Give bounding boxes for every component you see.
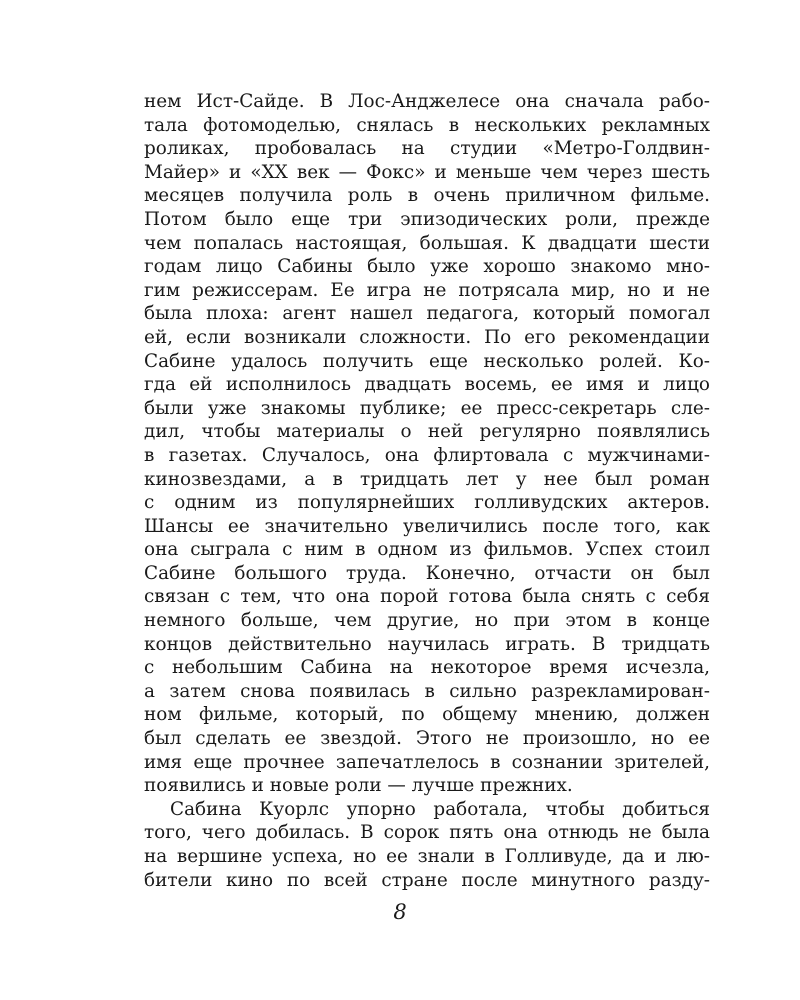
text-line: имя еще прочнее запечатлелось в сознании зрителей, <box>144 751 710 773</box>
text-line: гим режиссерам. Ее игра не потрясала мир, но и не <box>144 279 710 301</box>
text-line: Сабине удалось получить еще несколько ролей. Ко- <box>144 350 710 372</box>
text-line: ей, если возникали сложности. По его рекомендации <box>144 326 710 348</box>
text-line: Потом было еще три эпизодических роли, прежде <box>144 208 710 230</box>
paragraph-end-line: появились и новые роли — лучше прежних. <box>144 775 573 797</box>
text-line: связан с тем, что она порой готова была снять с себя <box>144 586 710 608</box>
text-line: нем Ист-Сайде. В Лос-Анджелесе она сначала рабо- <box>144 91 710 112</box>
text-line: того, чего добилась. В сорок пять она отнюдь не была <box>144 822 710 844</box>
text-line: тала фотомоделью, снялась в нескольких рекламных <box>144 114 710 136</box>
text-line: а затем снова появилась в сильно разрекламирован- <box>144 680 710 702</box>
text-line: Сабине большого труда. Конечно, отчасти он был <box>144 562 710 584</box>
text-line: кинозвездами, а в тридцать лет у нее был роман <box>144 468 710 490</box>
text-line: с одним из популярнейших голливудских актеров. <box>144 492 710 514</box>
text-line: бители кино по всей стране после минутного разду- <box>144 869 710 891</box>
text-line: Шансы ее значительно увеличились после того, как <box>144 515 710 537</box>
paragraph-start-line: Сабина Куорлс упорно работала, чтобы добиться <box>170 798 710 820</box>
text-line: она сыграла с ним в одном из фильмов. Успех стоил <box>144 539 710 561</box>
text-line: с небольшим Сабина на некоторое время исчезла, <box>144 657 710 679</box>
body-text <box>144 90 710 892</box>
text-line: месяцев получила роль в очень приличном фильме. <box>144 185 710 207</box>
text-line: был сделать ее звездой. Этого не произошло, но ее <box>144 728 710 750</box>
text-line: гда ей исполнилось двадцать восемь, ее имя и лицо <box>144 374 710 396</box>
text-line: чем попалась настоящая, большая. К двадцати шести <box>144 232 710 254</box>
text-line: на вершине успеха, но ее знали в Голливуде, да и лю- <box>144 846 710 867</box>
page-number: 8 <box>393 900 407 924</box>
text-line: были уже знакомы публике; ее пресс-секретарь сле- <box>144 397 710 419</box>
text-line: была плоха: агент нашел педагога, который помогал <box>144 303 710 325</box>
text-line: в газетах. Случалось, она флиртовала с мужчинами- <box>144 444 710 466</box>
text-line: Майер» и «XX век — Фокс» и меньше чем через шесть <box>144 161 710 183</box>
text-line: дил, чтобы материалы о ней регулярно появлялись <box>144 421 710 443</box>
text-line: ном фильме, который, по общему мнению, должен <box>144 704 710 726</box>
text-line: концов действительно научилась играть. В тридцать <box>144 633 710 655</box>
text-line: роликах, пробовалась на студии «Метро-Голдвин- <box>144 138 710 160</box>
text-line: немного больше, чем другие, но при этом в конце <box>144 610 710 632</box>
text-line: годам лицо Сабины было уже хорошо знакомо мно- <box>144 256 710 278</box>
